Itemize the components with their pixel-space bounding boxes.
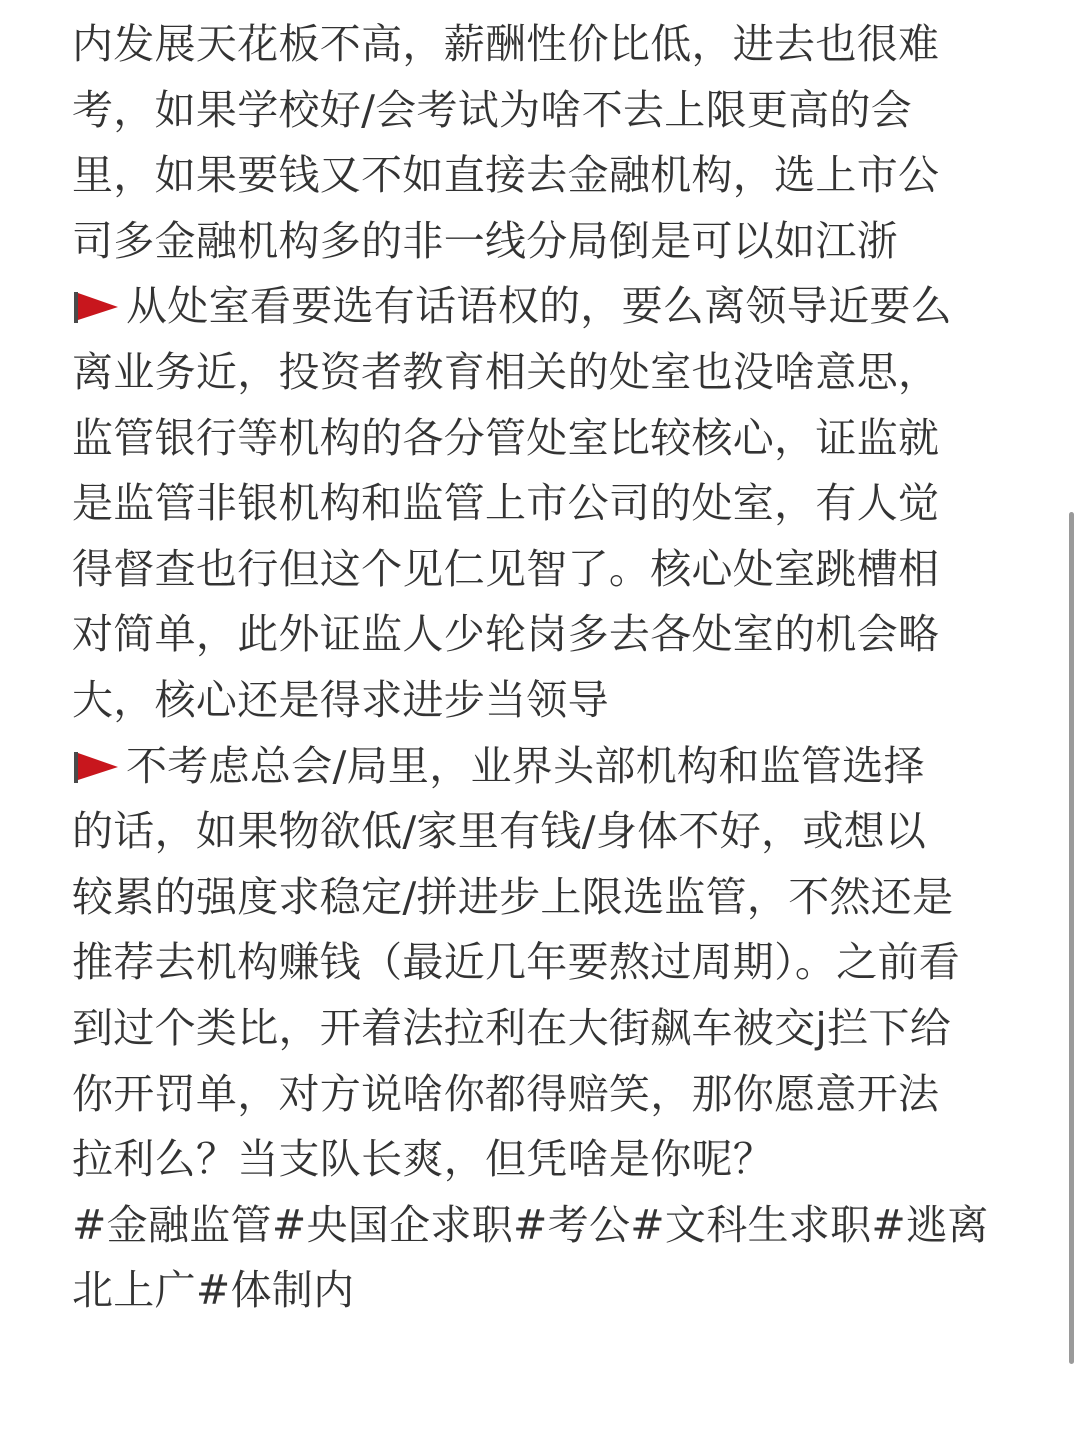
- text-line: [72, 78, 1012, 144]
- line-text: 你开罚单，对方说啥你都得赔笑，那你愿意开法: [72, 1069, 940, 1118]
- text-line: [72, 865, 1012, 931]
- post-body: [72, 12, 1012, 1324]
- line-text: 离业务近，投资者教育相关的处室也没啥意思，: [72, 347, 940, 396]
- hashtags-text[interactable]: 北上广#体制内: [72, 1266, 355, 1315]
- hashtag-line[interactable]: [72, 1193, 1012, 1259]
- text-line: [72, 340, 1012, 406]
- text-line: [72, 996, 1012, 1062]
- text-line: [72, 537, 1012, 603]
- line-text: 监管银行等机构的各分管处室比较核心，证监就: [72, 413, 940, 462]
- text-line: [72, 143, 1012, 209]
- line-text: 大，核心还是得求进步当领导: [72, 675, 609, 724]
- text-line: [72, 209, 1012, 275]
- scrollbar[interactable]: [1069, 512, 1074, 1364]
- text-line: [72, 930, 1012, 996]
- red-flag-icon: [72, 290, 120, 324]
- line-text: 得督查也行但这个见仁见智了。核心处室跳槽相: [72, 544, 940, 593]
- line-text: 司多金融机构多的非一线分局倒是可以如江浙: [72, 216, 898, 265]
- red-flag-icon: [72, 750, 120, 784]
- text-line: [72, 668, 1012, 734]
- text-line: [72, 12, 1012, 78]
- line-text: 不考虑总会/局里，业界头部机构和监管选择: [126, 741, 925, 790]
- text-line: [72, 1062, 1012, 1128]
- line-text: 推荐去机构赚钱（最近几年要熬过周期）。之前看: [72, 938, 961, 987]
- text-line: [72, 274, 1012, 340]
- text-line: [72, 799, 1012, 865]
- line-text: 考，如果学校好/会考试为啥不去上限更高的会: [72, 85, 913, 134]
- line-text: 的话，如果物欲低/家里有钱/身体不好，或想以: [72, 807, 927, 856]
- text-line: [72, 602, 1012, 668]
- line-text: 从处室看要选有话语权的，要么离领导近要么: [126, 282, 952, 331]
- line-text: 对简单，此外证监人少轮岗多去各处室的机会略: [72, 610, 940, 659]
- line-text: 内发展天花板不高，薪酬性价比低，进去也很难: [72, 20, 940, 68]
- text-line: [72, 406, 1012, 472]
- line-text: 拉利么？当支队长爽，但凭啥是你呢？: [72, 1135, 775, 1184]
- line-text: 较累的强度求稳定/拼进步上限选监管，不然还是: [72, 872, 954, 921]
- text-line: [72, 734, 1012, 800]
- hashtag-line[interactable]: [72, 1258, 1012, 1324]
- line-text: 到过个类比，开着法拉利在大街飙车被交j拦下给: [72, 1003, 951, 1052]
- hashtags-text[interactable]: #金融监管#央国企求职#考公#文科生求职#逃离: [72, 1200, 989, 1249]
- text-line: [72, 1127, 1012, 1193]
- line-text: 是监管非银机构和监管上市公司的处室，有人觉: [72, 479, 940, 528]
- line-text: 里，如果要钱又不如直接去金融机构，选上市公: [72, 151, 940, 200]
- text-line: [72, 471, 1012, 537]
